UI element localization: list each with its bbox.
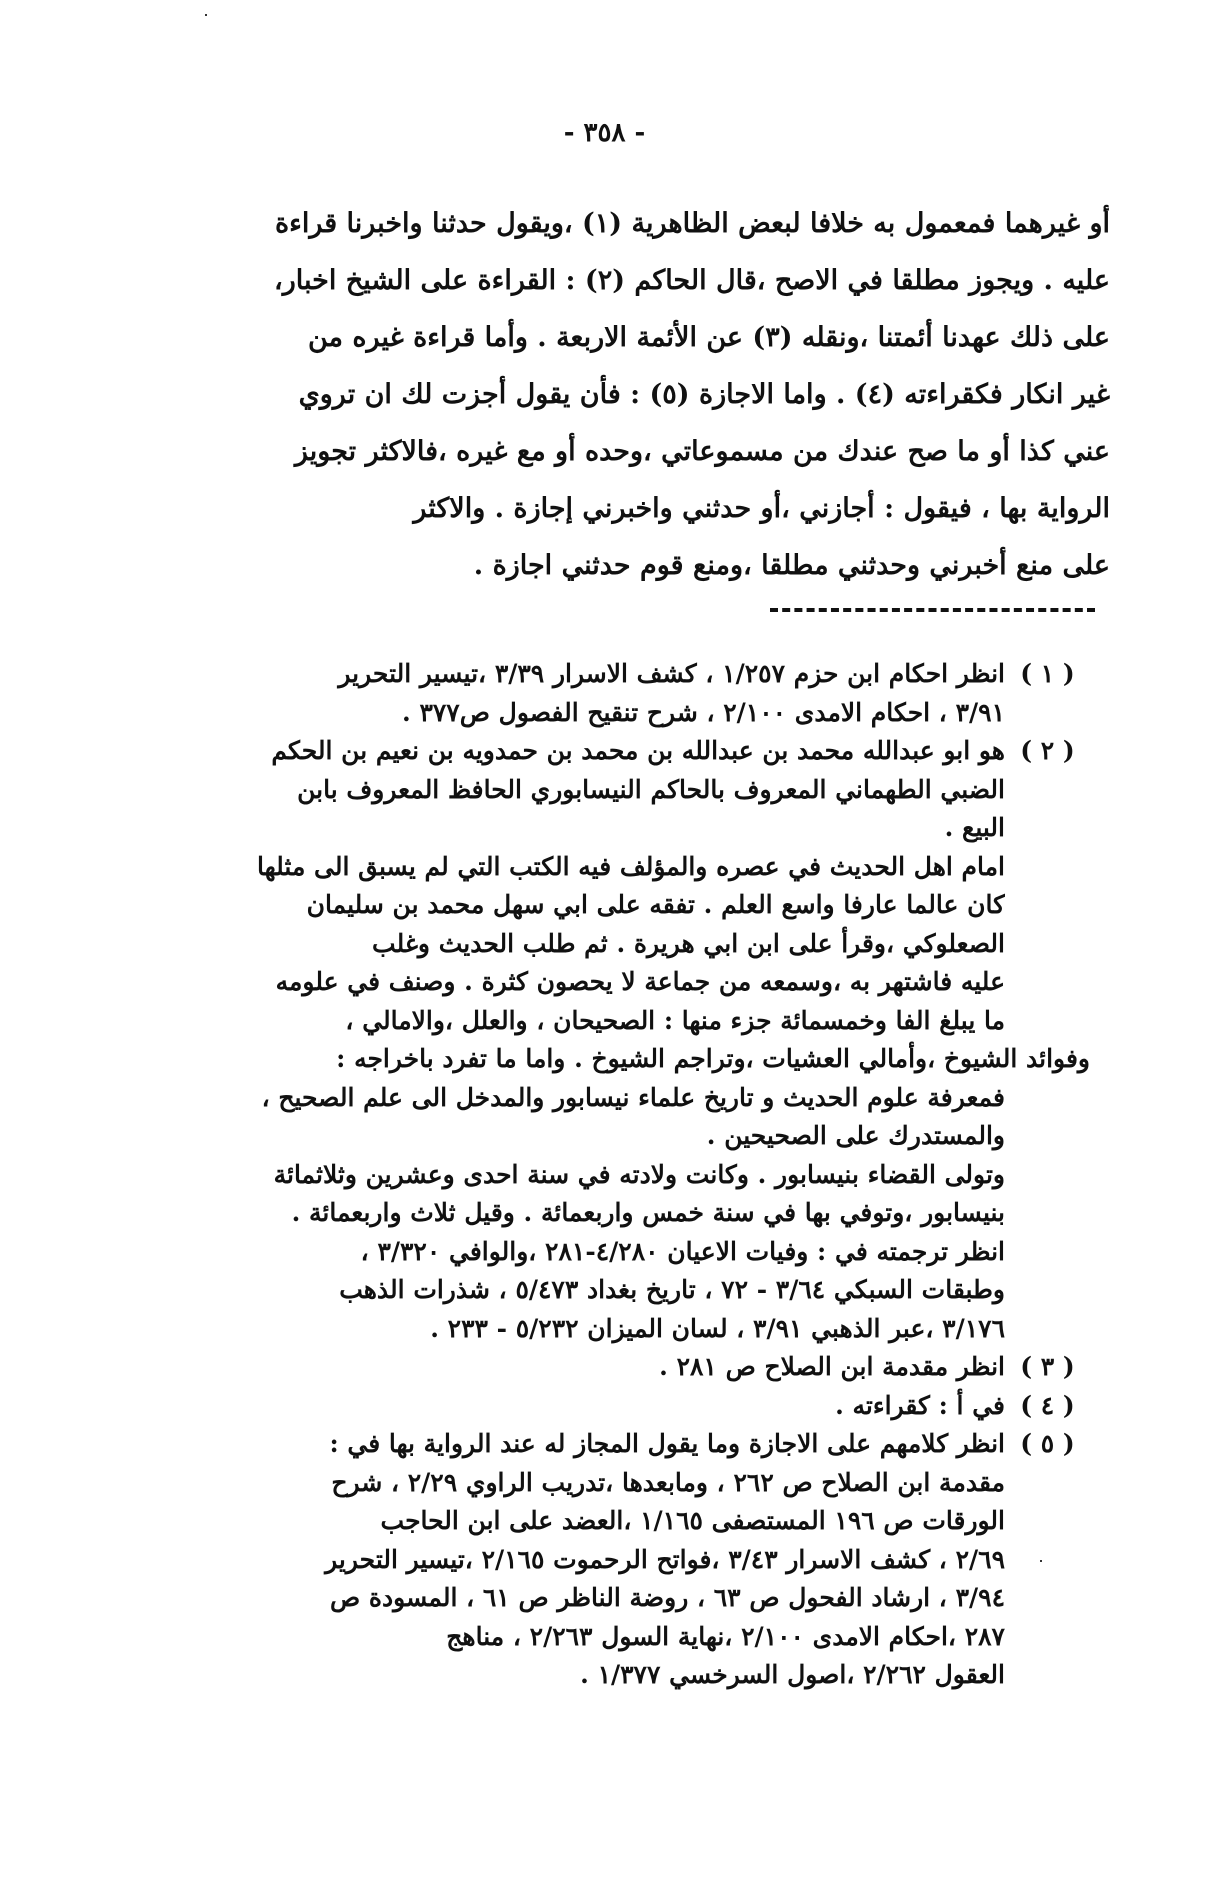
footnote-line: الورقات ص ١٩٦ المستصفى ١/١٦٥ ،العضد على ابن الحاجب bbox=[380, 1506, 1005, 1535]
footnote-3 bbox=[130, 1348, 1090, 1387]
footnote-line: هو ابو عبدالله محمد بن عبدالله بن محمد بن حمدويه بن نعيم بن الحكم bbox=[271, 736, 1005, 765]
footnote-line: ٣/١٧٦ ،عبر الذهبي ٣/٩١ ، لسان الميزان ٥/٢٣٢ - ٢٣٣ . bbox=[430, 1313, 1005, 1343]
main-text-line: أو غيرهما فمعمول به خلافا لبعض الظاهرية (١) ،ويقول حدثنا واخبرنا قراءة bbox=[275, 208, 1110, 239]
footnote-line: والمستدرك على الصحيحين . bbox=[706, 1121, 1005, 1150]
footnote-line: وفوائد الشيوخ ،وأمالي العشيات ،وتراجم الشيوخ . واما ما تفرد باخراجه : bbox=[336, 1044, 1090, 1073]
footnote-2 bbox=[130, 732, 1090, 1348]
footnote-line: العقول ٢/٢٦٢ ،اصول السرخسي ١/٣٧٧ . bbox=[580, 1660, 1005, 1689]
footnote-line: وطبقات السبكي ٣/٦٤ - ٧٢ ، تاريخ بغداد ٥/٤٧٣ ، شذرات الذهب bbox=[339, 1275, 1005, 1304]
footnote-line: الصعلوكي ،وقرأ على ابن ابي هريرة . ثم طلب الحديث وغلب bbox=[372, 928, 1005, 958]
footnote-line: فمعرفة علوم الحديث و تاريخ علماء نيسابور والمدخل الى علم الصحيح ، bbox=[261, 1082, 1005, 1112]
footnote-number: ( ١ ) bbox=[1020, 659, 1075, 688]
footnote-line: انظر احكام ابن حزم ١/٢٥٧ ، كشف الاسرار ٣/٣٩ ،تيسير التحرير bbox=[338, 659, 1005, 688]
footnote-text bbox=[130, 732, 1090, 1348]
footnote-line: مقدمة ابن الصلاح ص ٢٦٢ ، ومابعدها ،تدريب الراوي ٢/٢٩ ، شرح bbox=[331, 1467, 1005, 1497]
footnote-line: ٢/٦٩ ، كشف الاسرار ٣/٤٣ ،فواتح الرحموت ٢/١٦٥ ،تيسير التحرير bbox=[325, 1544, 1005, 1574]
footnote-number: ( ٤ ) bbox=[1020, 1390, 1075, 1420]
footnote-line: في أ : كقراءته . bbox=[835, 1390, 1005, 1420]
footnote-line: ٣/٩١ ، احكام الامدى ٢/١٠٠ ، شرح تنقيح الفصول ص٣٧٧ . bbox=[402, 697, 1005, 727]
footnote-text bbox=[130, 1348, 1005, 1387]
footnote-number: ( ٥ ) bbox=[1020, 1429, 1075, 1458]
footnote-line: عليه فاشتهر به ،وسمعه من جماعة لا يحصون كثرة . وصنف في علومه bbox=[275, 967, 1005, 996]
footnote-1 bbox=[130, 655, 1090, 732]
main-text-line: عني كذا أو ما صح عندك من مسموعاتي ،وحده أو مع غيره ،فالاكثر تجويز bbox=[294, 436, 1110, 467]
scan-mark bbox=[205, 14, 207, 16]
footnote-line: كان عالما عارفا واسع العلم . تفقه على ابي سهل محمد بن سليمان bbox=[306, 890, 1005, 919]
footnote-text bbox=[130, 1425, 1005, 1695]
scan-mark bbox=[1040, 1560, 1042, 1562]
footnotes bbox=[130, 655, 1090, 1695]
footnote-number: ( ٢ ) bbox=[1020, 736, 1075, 765]
footnote-divider bbox=[770, 608, 1095, 612]
footnote-line: ٣/٩٤ ، ارشاد الفحول ص ٦٣ ، روضة الناظر ص ٦١ ، المسودة ص bbox=[330, 1583, 1005, 1612]
footnote-line: وتولى القضاء بنيسابور . وكانت ولادته في سنة احدى وعشرين وثلاثمائة bbox=[273, 1159, 1005, 1189]
footnote-text bbox=[130, 1387, 1005, 1426]
footnote-5 bbox=[130, 1425, 1090, 1695]
footnote-line: امام اهل الحديث في عصره والمؤلف فيه الكتب التي لم يسبق الى مثلها bbox=[256, 851, 1005, 881]
footnote-line: البيع . bbox=[944, 813, 1005, 842]
main-text-line: عليه . ويجوز مطلقا في الاصح ،قال الحاكم (٢) : القراءة على الشيخ اخبار، bbox=[274, 265, 1110, 296]
footnote-number: ( ٣ ) bbox=[1020, 1352, 1075, 1381]
footnote-line: ٢٨٧ ،احكام الامدى ٢/١٠٠ ،نهاية السول ٢/٢٦٣ ، مناهج bbox=[446, 1621, 1005, 1651]
footnote-line: انظر كلامهم على الاجازة وما يقول المجاز له عند الرواية بها في : bbox=[329, 1429, 1005, 1458]
footnote-line: ما يبلغ الفا وخمسمائة جزء منها : الصحيحان ، والعلل ،والامالي ، bbox=[345, 1005, 1005, 1035]
footnote-line: انظر ترجمته في : وفيات الاعيان ٤/٢٨٠-٢٨١ ،والوافي ٣/٣٢٠ ، bbox=[360, 1236, 1005, 1266]
footnote-line: بنيسابور ،وتوفي بها في سنة خمس واربعمائة . وقيل ثلاث واربعمائة . bbox=[291, 1198, 1005, 1227]
footnote-4 bbox=[130, 1387, 1090, 1426]
main-text bbox=[185, 195, 1110, 594]
main-text-line: على ذلك عهدنا أئمتنا ،ونقله (٣) عن الأئمة الاربعة . وأما قراءة غيره من bbox=[307, 322, 1110, 353]
footnote-line: انظر مقدمة ابن الصلاح ص ٢٨١ . bbox=[659, 1352, 1005, 1381]
main-text-line: على منع أخبرني وحدثني مطلقا ،ومنع قوم حدثني اجازة . bbox=[473, 550, 1110, 581]
main-text-line: الرواية بها ، فيقول : أجازني ،أو حدثني واخبرني إجازة . والاكثر bbox=[413, 493, 1110, 524]
footnote-line: الضبي الطهماني المعروف بالحاكم النيسابوري الحافظ المعروف بابن bbox=[297, 774, 1005, 804]
main-text-line: غير انكار فكقراءته (٤) . واما الاجازة (٥) : فأن يقول أجزت لك ان تروي bbox=[298, 379, 1110, 410]
footnote-text bbox=[130, 655, 1005, 732]
page-number: - ٣٥٨ - bbox=[563, 118, 646, 148]
